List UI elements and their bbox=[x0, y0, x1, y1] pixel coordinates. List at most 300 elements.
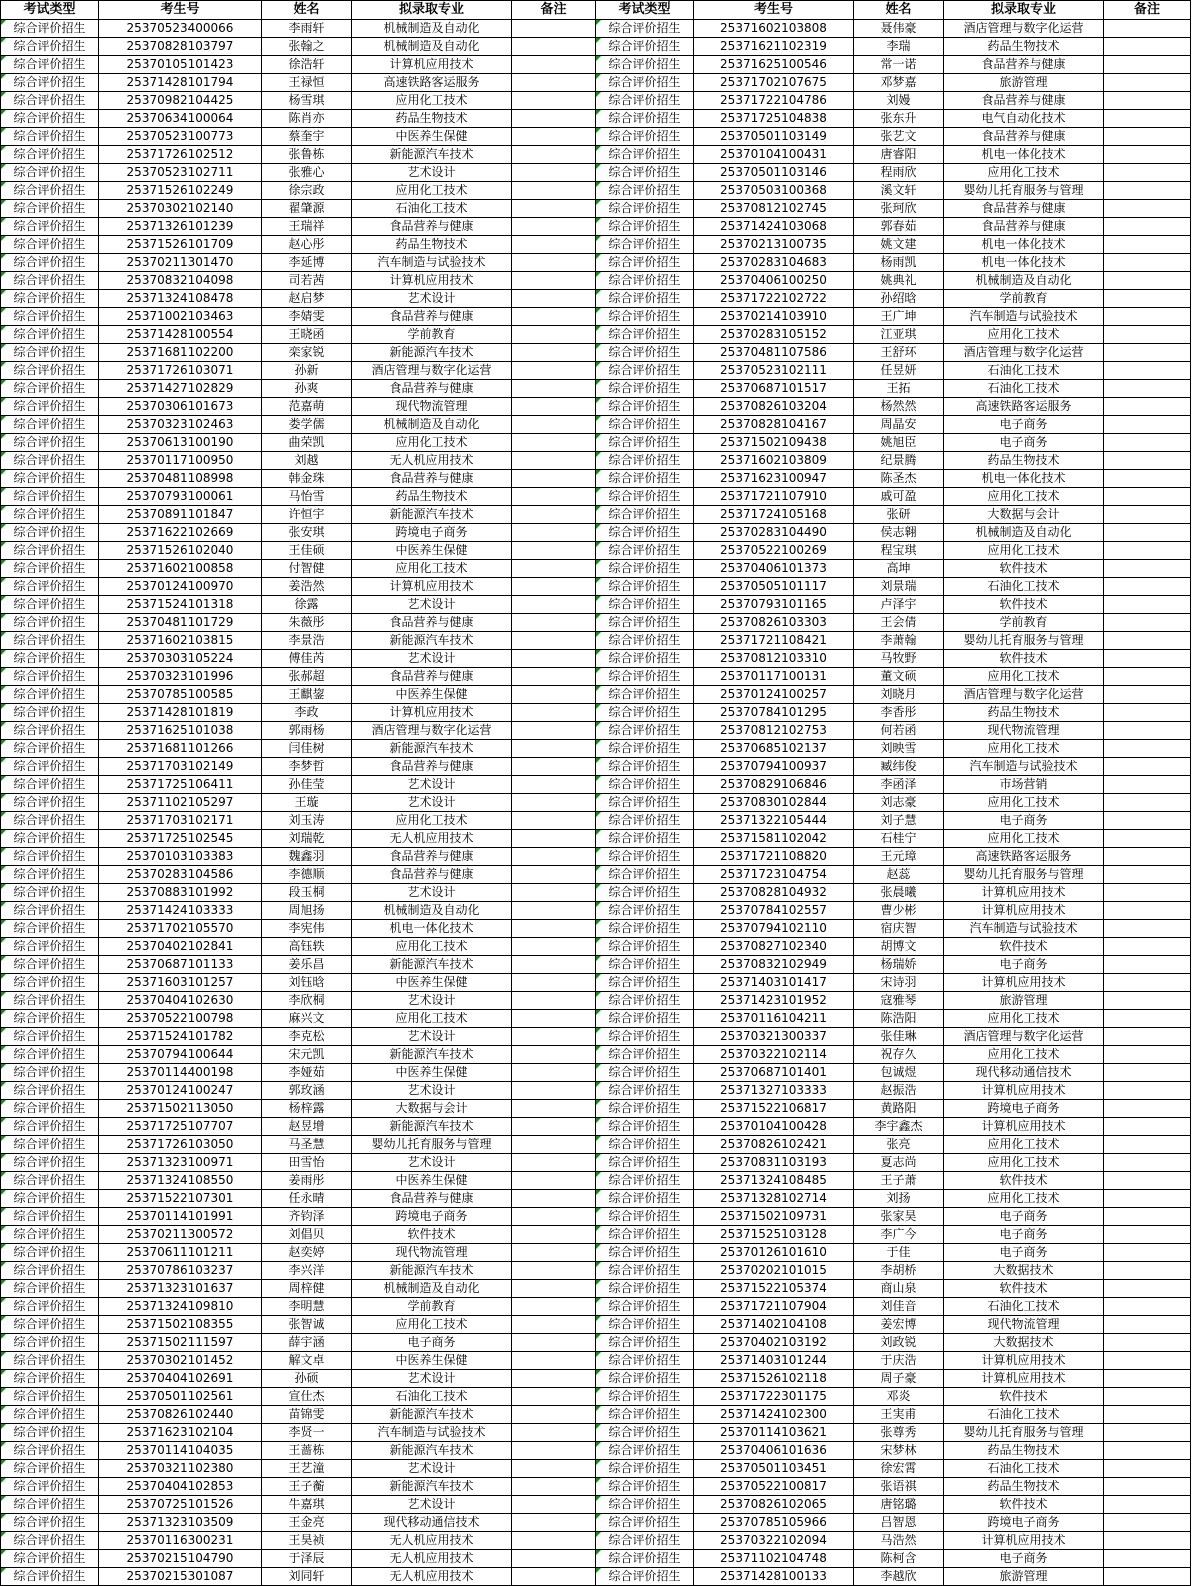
cell-exam-type: 综合评价招生 bbox=[1, 380, 99, 398]
cell-candidate-no: 25371581102042 bbox=[694, 830, 854, 848]
cell-major: 机械制造及自动化 bbox=[352, 38, 512, 56]
cell-name: 王蔷栋 bbox=[262, 1442, 352, 1460]
table-row bbox=[1, 884, 1191, 902]
cell-exam-type: 综合评价招生 bbox=[1, 1406, 99, 1424]
cell-exam-type: 综合评价招生 bbox=[596, 1028, 694, 1046]
cell-major: 新能源汽车技术 bbox=[352, 956, 512, 974]
cell-candidate-no: 25371403101417 bbox=[694, 974, 854, 992]
cell-candidate-no: 25370828103797 bbox=[99, 38, 262, 56]
cell-remark bbox=[1104, 1172, 1191, 1190]
cell-name: 马圣慧 bbox=[262, 1136, 352, 1154]
cell-exam-type: 综合评价招生 bbox=[1, 182, 99, 200]
cell-name: 马怡雪 bbox=[262, 488, 352, 506]
cell-remark bbox=[512, 416, 596, 434]
cell-exam-type: 综合评价招生 bbox=[1, 650, 99, 668]
cell-exam-type: 综合评价招生 bbox=[596, 1172, 694, 1190]
cell-exam-type: 综合评价招生 bbox=[1, 74, 99, 92]
cell-candidate-no: 25370826102440 bbox=[99, 1406, 262, 1424]
cell-remark bbox=[512, 434, 596, 452]
cell-candidate-no: 25370613100190 bbox=[99, 434, 262, 452]
cell-candidate-no: 25371323103509 bbox=[99, 1514, 262, 1532]
table-row bbox=[1, 1280, 1191, 1298]
header-name: 姓名 bbox=[262, 1, 352, 20]
cell-name: 王佳硕 bbox=[262, 542, 352, 560]
cell-name: 麻兴文 bbox=[262, 1010, 352, 1028]
cell-exam-type: 综合评价招生 bbox=[1, 1388, 99, 1406]
cell-name: 王舒环 bbox=[854, 344, 944, 362]
table-row bbox=[1, 722, 1191, 740]
cell-candidate-no: 25371602103808 bbox=[694, 20, 854, 38]
cell-candidate-no: 25370202101015 bbox=[694, 1262, 854, 1280]
cell-remark bbox=[512, 884, 596, 902]
cell-remark bbox=[512, 488, 596, 506]
cell-exam-type: 综合评价招生 bbox=[596, 632, 694, 650]
cell-exam-type: 综合评价招生 bbox=[1, 920, 99, 938]
header-name: 姓名 bbox=[854, 1, 944, 20]
cell-exam-type: 综合评价招生 bbox=[596, 1298, 694, 1316]
cell-remark bbox=[1104, 1082, 1191, 1100]
cell-exam-type: 综合评价招生 bbox=[596, 542, 694, 560]
cell-name: 张亮 bbox=[854, 1136, 944, 1154]
cell-exam-type: 综合评价招生 bbox=[596, 704, 694, 722]
table-row bbox=[1, 128, 1191, 146]
cell-major: 新能源汽车技术 bbox=[352, 1442, 512, 1460]
cell-remark bbox=[512, 1550, 596, 1568]
cell-name: 李娅茹 bbox=[262, 1064, 352, 1082]
table-row bbox=[1, 974, 1191, 992]
cell-candidate-no: 25370306101673 bbox=[99, 398, 262, 416]
cell-remark bbox=[512, 182, 596, 200]
cell-major: 婴幼儿托育服务与管理 bbox=[944, 182, 1104, 200]
cell-remark bbox=[1104, 218, 1191, 236]
cell-name: 姜宏博 bbox=[854, 1316, 944, 1334]
cell-name: 王禄恒 bbox=[262, 74, 352, 92]
cell-major: 艺术设计 bbox=[352, 1370, 512, 1388]
cell-candidate-no: 25371722102722 bbox=[694, 290, 854, 308]
cell-remark bbox=[512, 1010, 596, 1028]
cell-remark bbox=[512, 92, 596, 110]
table-row bbox=[1, 398, 1191, 416]
cell-major: 石油化工技术 bbox=[944, 1460, 1104, 1478]
cell-remark bbox=[1104, 506, 1191, 524]
cell-remark bbox=[1104, 1118, 1191, 1136]
cell-major: 无人机应用技术 bbox=[352, 1550, 512, 1568]
cell-major: 电子商务 bbox=[944, 1550, 1104, 1568]
cell-exam-type: 综合评价招生 bbox=[596, 1568, 694, 1586]
cell-major: 中医养生保健 bbox=[352, 974, 512, 992]
cell-major: 艺术设计 bbox=[352, 776, 512, 794]
cell-exam-type: 综合评价招生 bbox=[596, 398, 694, 416]
cell-major: 中医养生保健 bbox=[352, 1352, 512, 1370]
cell-remark bbox=[1104, 344, 1191, 362]
cell-major: 跨境电子商务 bbox=[944, 1100, 1104, 1118]
table-row bbox=[1, 920, 1191, 938]
cell-remark bbox=[512, 38, 596, 56]
cell-candidate-no: 25370104100428 bbox=[694, 1118, 854, 1136]
cell-exam-type: 综合评价招生 bbox=[596, 1424, 694, 1442]
cell-remark bbox=[1104, 758, 1191, 776]
cell-candidate-no: 25371725104838 bbox=[694, 110, 854, 128]
cell-major: 计算机应用技术 bbox=[352, 578, 512, 596]
cell-candidate-no: 25370103103383 bbox=[99, 848, 262, 866]
cell-remark bbox=[1104, 146, 1191, 164]
cell-major: 艺术设计 bbox=[352, 1460, 512, 1478]
cell-candidate-no: 25371423101952 bbox=[694, 992, 854, 1010]
cell-exam-type: 综合评价招生 bbox=[1, 776, 99, 794]
cell-name: 魏鑫羽 bbox=[262, 848, 352, 866]
cell-remark bbox=[1104, 38, 1191, 56]
cell-name: 臧纬俊 bbox=[854, 758, 944, 776]
cell-major: 婴幼儿托育服务与管理 bbox=[944, 866, 1104, 884]
cell-name: 程雨欣 bbox=[854, 164, 944, 182]
cell-major: 应用化工技术 bbox=[944, 1010, 1104, 1028]
cell-exam-type: 综合评价招生 bbox=[596, 1280, 694, 1298]
table-row bbox=[1, 362, 1191, 380]
cell-candidate-no: 25371625101038 bbox=[99, 722, 262, 740]
cell-exam-type: 综合评价招生 bbox=[596, 956, 694, 974]
cell-candidate-no: 25371723104754 bbox=[694, 866, 854, 884]
cell-name: 姜乐昌 bbox=[262, 956, 352, 974]
cell-name: 李宇鑫杰 bbox=[854, 1118, 944, 1136]
cell-candidate-no: 25370685102137 bbox=[694, 740, 854, 758]
cell-exam-type: 综合评价招生 bbox=[1, 452, 99, 470]
cell-remark bbox=[512, 902, 596, 920]
cell-remark bbox=[512, 776, 596, 794]
cell-major: 跨境电子商务 bbox=[352, 524, 512, 542]
cell-exam-type: 综合评价招生 bbox=[1, 1064, 99, 1082]
cell-candidate-no: 25370687101401 bbox=[694, 1064, 854, 1082]
cell-exam-type: 综合评价招生 bbox=[1, 362, 99, 380]
cell-major: 汽车制造与试验技术 bbox=[944, 920, 1104, 938]
table-row bbox=[1, 272, 1191, 290]
cell-candidate-no: 25371623100947 bbox=[694, 470, 854, 488]
cell-candidate-no: 25371428100133 bbox=[694, 1568, 854, 1586]
cell-name: 周旭扬 bbox=[262, 902, 352, 920]
cell-name: 王瑞祥 bbox=[262, 218, 352, 236]
cell-major: 艺术设计 bbox=[352, 650, 512, 668]
table-row bbox=[1, 956, 1191, 974]
cell-name: 王会倩 bbox=[854, 614, 944, 632]
cell-candidate-no: 25370501103146 bbox=[694, 164, 854, 182]
table-row bbox=[1, 938, 1191, 956]
cell-major: 新能源汽车技术 bbox=[352, 1478, 512, 1496]
cell-candidate-no: 25370501102561 bbox=[99, 1388, 262, 1406]
cell-candidate-no: 25371428101819 bbox=[99, 704, 262, 722]
cell-name: 唐铭璐 bbox=[854, 1496, 944, 1514]
cell-major: 酒店管理与数字化运营 bbox=[944, 686, 1104, 704]
cell-remark bbox=[1104, 290, 1191, 308]
cell-name: 王子萧 bbox=[854, 1172, 944, 1190]
cell-name: 刘晓月 bbox=[854, 686, 944, 704]
cell-major: 应用化工技术 bbox=[944, 794, 1104, 812]
cell-name: 张郝超 bbox=[262, 668, 352, 686]
cell-name: 常一诺 bbox=[854, 56, 944, 74]
cell-major: 机电一体化技术 bbox=[944, 236, 1104, 254]
cell-exam-type: 综合评价招生 bbox=[1, 1226, 99, 1244]
cell-exam-type: 综合评价招生 bbox=[596, 668, 694, 686]
cell-major: 新能源汽车技术 bbox=[352, 740, 512, 758]
cell-remark bbox=[1104, 236, 1191, 254]
cell-candidate-no: 25370522100817 bbox=[694, 1478, 854, 1496]
cell-name: 娄学儒 bbox=[262, 416, 352, 434]
cell-candidate-no: 25370812102745 bbox=[694, 200, 854, 218]
cell-exam-type: 综合评价招生 bbox=[1, 164, 99, 182]
cell-name: 姚文建 bbox=[854, 236, 944, 254]
cell-name: 吕智恩 bbox=[854, 1514, 944, 1532]
cell-name: 郭春茹 bbox=[854, 218, 944, 236]
cell-major: 应用化工技术 bbox=[944, 830, 1104, 848]
cell-name: 胡博文 bbox=[854, 938, 944, 956]
cell-name: 卢泽宇 bbox=[854, 596, 944, 614]
table-row bbox=[1, 326, 1191, 344]
cell-candidate-no: 25370503100368 bbox=[694, 182, 854, 200]
cell-candidate-no: 25370117100950 bbox=[99, 452, 262, 470]
cell-name: 解文卓 bbox=[262, 1352, 352, 1370]
cell-remark bbox=[512, 74, 596, 92]
cell-exam-type: 综合评价招生 bbox=[596, 1388, 694, 1406]
cell-exam-type: 综合评价招生 bbox=[1, 1442, 99, 1460]
cell-major: 石油化工技术 bbox=[352, 1388, 512, 1406]
table-row bbox=[1, 812, 1191, 830]
cell-major: 婴幼儿托育服务与管理 bbox=[352, 1136, 512, 1154]
table-row bbox=[1, 1082, 1191, 1100]
table-row bbox=[1, 110, 1191, 128]
cell-candidate-no: 25370832104098 bbox=[99, 272, 262, 290]
cell-remark bbox=[1104, 740, 1191, 758]
cell-exam-type: 综合评价招生 bbox=[596, 614, 694, 632]
cell-candidate-no: 25370501103149 bbox=[694, 128, 854, 146]
cell-remark bbox=[512, 974, 596, 992]
cell-candidate-no: 25370784102557 bbox=[694, 902, 854, 920]
cell-name: 程宝琪 bbox=[854, 542, 944, 560]
cell-name: 宋元凯 bbox=[262, 1046, 352, 1064]
cell-candidate-no: 25371323100971 bbox=[99, 1154, 262, 1172]
cell-remark bbox=[512, 326, 596, 344]
cell-major: 药品生物技术 bbox=[352, 488, 512, 506]
cell-remark bbox=[1104, 704, 1191, 722]
cell-candidate-no: 25370883101992 bbox=[99, 884, 262, 902]
cell-name: 刘映雪 bbox=[854, 740, 944, 758]
cell-candidate-no: 25371721107910 bbox=[694, 488, 854, 506]
cell-remark bbox=[512, 1514, 596, 1532]
cell-name: 李兴洋 bbox=[262, 1262, 352, 1280]
cell-candidate-no: 25370114103621 bbox=[694, 1424, 854, 1442]
cell-candidate-no: 25370105101423 bbox=[99, 56, 262, 74]
cell-candidate-no: 25371525103128 bbox=[694, 1226, 854, 1244]
cell-candidate-no: 25371702105570 bbox=[99, 920, 262, 938]
cell-candidate-no: 25370505101117 bbox=[694, 578, 854, 596]
cell-candidate-no: 25370794100937 bbox=[694, 758, 854, 776]
cell-major: 新能源汽车技术 bbox=[352, 1046, 512, 1064]
cell-candidate-no: 25370215104790 bbox=[99, 1550, 262, 1568]
cell-major: 机械制造及自动化 bbox=[352, 416, 512, 434]
cell-exam-type: 综合评价招生 bbox=[596, 452, 694, 470]
cell-name: 王艺潼 bbox=[262, 1460, 352, 1478]
cell-exam-type: 综合评价招生 bbox=[596, 596, 694, 614]
cell-candidate-no: 25370124100247 bbox=[99, 1082, 262, 1100]
header-row bbox=[1, 1, 1191, 20]
cell-exam-type: 综合评价招生 bbox=[596, 344, 694, 362]
cell-exam-type: 综合评价招生 bbox=[1, 1334, 99, 1352]
cell-name: 郭玫涵 bbox=[262, 1082, 352, 1100]
cell-exam-type: 综合评价招生 bbox=[596, 236, 694, 254]
cell-remark bbox=[1104, 1460, 1191, 1478]
cell-name: 杨雪琪 bbox=[262, 92, 352, 110]
cell-remark bbox=[512, 1532, 596, 1550]
cell-name: 孙硕 bbox=[262, 1370, 352, 1388]
cell-major: 食品营养与健康 bbox=[352, 866, 512, 884]
cell-candidate-no: 25370303105224 bbox=[99, 650, 262, 668]
cell-remark bbox=[512, 1118, 596, 1136]
cell-remark bbox=[1104, 1244, 1191, 1262]
cell-name: 张艺文 bbox=[854, 128, 944, 146]
cell-candidate-no: 25370523102111 bbox=[694, 362, 854, 380]
cell-name: 杨瑞娇 bbox=[854, 956, 944, 974]
cell-remark bbox=[1104, 956, 1191, 974]
cell-exam-type: 综合评价招生 bbox=[1, 1154, 99, 1172]
cell-major: 旅游管理 bbox=[944, 1568, 1104, 1586]
cell-candidate-no: 25371427102829 bbox=[99, 380, 262, 398]
cell-exam-type: 综合评价招生 bbox=[1, 1118, 99, 1136]
cell-major: 汽车制造与试验技术 bbox=[352, 254, 512, 272]
cell-major: 机电一体化技术 bbox=[352, 920, 512, 938]
cell-candidate-no: 25371522105374 bbox=[694, 1280, 854, 1298]
cell-remark bbox=[512, 1280, 596, 1298]
cell-candidate-no: 25370117100131 bbox=[694, 668, 854, 686]
cell-candidate-no: 25371526101709 bbox=[99, 236, 262, 254]
cell-exam-type: 综合评价招生 bbox=[596, 1226, 694, 1244]
cell-remark bbox=[512, 1082, 596, 1100]
cell-name: 石桂宁 bbox=[854, 830, 944, 848]
cell-candidate-no: 25370829106846 bbox=[694, 776, 854, 794]
cell-name: 陈圣杰 bbox=[854, 470, 944, 488]
cell-candidate-no: 25370826102421 bbox=[694, 1136, 854, 1154]
cell-exam-type: 综合评价招生 bbox=[596, 578, 694, 596]
cell-major: 石油化工技术 bbox=[944, 362, 1104, 380]
cell-remark bbox=[512, 956, 596, 974]
cell-exam-type: 综合评价招生 bbox=[1, 1316, 99, 1334]
cell-candidate-no: 25370826102065 bbox=[694, 1496, 854, 1514]
cell-exam-type: 综合评价招生 bbox=[596, 1514, 694, 1532]
cell-remark bbox=[1104, 1478, 1191, 1496]
cell-major: 药品生物技术 bbox=[944, 38, 1104, 56]
cell-candidate-no: 25370404102630 bbox=[99, 992, 262, 1010]
cell-candidate-no: 25370785100585 bbox=[99, 686, 262, 704]
table-row bbox=[1, 452, 1191, 470]
cell-remark bbox=[512, 560, 596, 578]
cell-name: 包诚煜 bbox=[854, 1064, 944, 1082]
cell-major: 新能源汽车技术 bbox=[352, 1118, 512, 1136]
cell-remark bbox=[1104, 488, 1191, 506]
cell-name: 王金亮 bbox=[262, 1514, 352, 1532]
cell-major: 现代物流管理 bbox=[352, 398, 512, 416]
cell-exam-type: 综合评价招生 bbox=[1, 1208, 99, 1226]
cell-exam-type: 综合评价招生 bbox=[1, 1532, 99, 1550]
table-row bbox=[1, 1424, 1191, 1442]
cell-remark bbox=[1104, 416, 1191, 434]
cell-major: 计算机应用技术 bbox=[352, 272, 512, 290]
table-row bbox=[1, 506, 1191, 524]
cell-major: 软件技术 bbox=[944, 1496, 1104, 1514]
table-row bbox=[1, 254, 1191, 272]
table-row bbox=[1, 650, 1191, 668]
cell-exam-type: 综合评价招生 bbox=[1, 416, 99, 434]
cell-major: 新能源汽车技术 bbox=[352, 1406, 512, 1424]
table-row bbox=[1, 236, 1191, 254]
cell-exam-type: 综合评价招生 bbox=[1, 1010, 99, 1028]
cell-candidate-no: 25371724105168 bbox=[694, 506, 854, 524]
cell-exam-type: 综合评价招生 bbox=[596, 1118, 694, 1136]
cell-exam-type: 综合评价招生 bbox=[1, 1244, 99, 1262]
cell-exam-type: 综合评价招生 bbox=[1, 434, 99, 452]
cell-remark bbox=[512, 938, 596, 956]
cell-exam-type: 综合评价招生 bbox=[1, 326, 99, 344]
cell-major: 电子商务 bbox=[944, 1226, 1104, 1244]
cell-candidate-no: 25371721107904 bbox=[694, 1298, 854, 1316]
table-row bbox=[1, 1262, 1191, 1280]
cell-candidate-no: 25370481101729 bbox=[99, 614, 262, 632]
cell-major: 市场营销 bbox=[944, 776, 1104, 794]
cell-exam-type: 综合评价招生 bbox=[596, 164, 694, 182]
cell-name: 聂伟豪 bbox=[854, 20, 944, 38]
cell-remark bbox=[1104, 1496, 1191, 1514]
cell-exam-type: 综合评价招生 bbox=[596, 1352, 694, 1370]
cell-exam-type: 综合评价招生 bbox=[596, 308, 694, 326]
cell-name: 李明慧 bbox=[262, 1298, 352, 1316]
table-row bbox=[1, 1550, 1191, 1568]
cell-major: 汽车制造与试验技术 bbox=[944, 758, 1104, 776]
cell-name: 孙绍晗 bbox=[854, 290, 944, 308]
cell-remark bbox=[512, 740, 596, 758]
cell-exam-type: 综合评价招生 bbox=[1, 632, 99, 650]
cell-major: 高速铁路客运服务 bbox=[352, 74, 512, 92]
cell-candidate-no: 25371522106817 bbox=[694, 1100, 854, 1118]
cell-remark bbox=[512, 542, 596, 560]
cell-remark bbox=[1104, 1334, 1191, 1352]
cell-remark bbox=[512, 812, 596, 830]
cell-remark bbox=[512, 218, 596, 236]
cell-candidate-no: 25371102104748 bbox=[694, 1550, 854, 1568]
cell-exam-type: 综合评价招生 bbox=[1, 1136, 99, 1154]
cell-candidate-no: 25370828104932 bbox=[694, 884, 854, 902]
cell-major: 食品营养与健康 bbox=[352, 848, 512, 866]
cell-exam-type: 综合评价招生 bbox=[1, 1100, 99, 1118]
cell-major: 应用化工技术 bbox=[944, 668, 1104, 686]
cell-major: 应用化工技术 bbox=[352, 938, 512, 956]
cell-exam-type: 综合评价招生 bbox=[596, 560, 694, 578]
cell-name: 姜浩然 bbox=[262, 578, 352, 596]
cell-remark bbox=[1104, 560, 1191, 578]
cell-exam-type: 综合评价招生 bbox=[596, 1064, 694, 1082]
cell-major: 旅游管理 bbox=[944, 992, 1104, 1010]
cell-candidate-no: 25370322102094 bbox=[694, 1532, 854, 1550]
cell-major: 酒店管理与数字化运营 bbox=[944, 344, 1104, 362]
cell-name: 赵蕊 bbox=[854, 866, 944, 884]
cell-candidate-no: 25371721108820 bbox=[694, 848, 854, 866]
cell-major: 食品营养与健康 bbox=[352, 380, 512, 398]
cell-name: 王昊祯 bbox=[262, 1532, 352, 1550]
table-row bbox=[1, 470, 1191, 488]
cell-candidate-no: 25370481107586 bbox=[694, 344, 854, 362]
cell-major: 计算机应用技术 bbox=[352, 56, 512, 74]
cell-major: 大数据技术 bbox=[944, 1262, 1104, 1280]
cell-name: 李婧雯 bbox=[262, 308, 352, 326]
cell-remark bbox=[512, 1208, 596, 1226]
cell-candidate-no: 25371625100546 bbox=[694, 56, 854, 74]
cell-major: 学前教育 bbox=[944, 614, 1104, 632]
cell-name: 董文硕 bbox=[854, 668, 944, 686]
cell-remark bbox=[512, 128, 596, 146]
